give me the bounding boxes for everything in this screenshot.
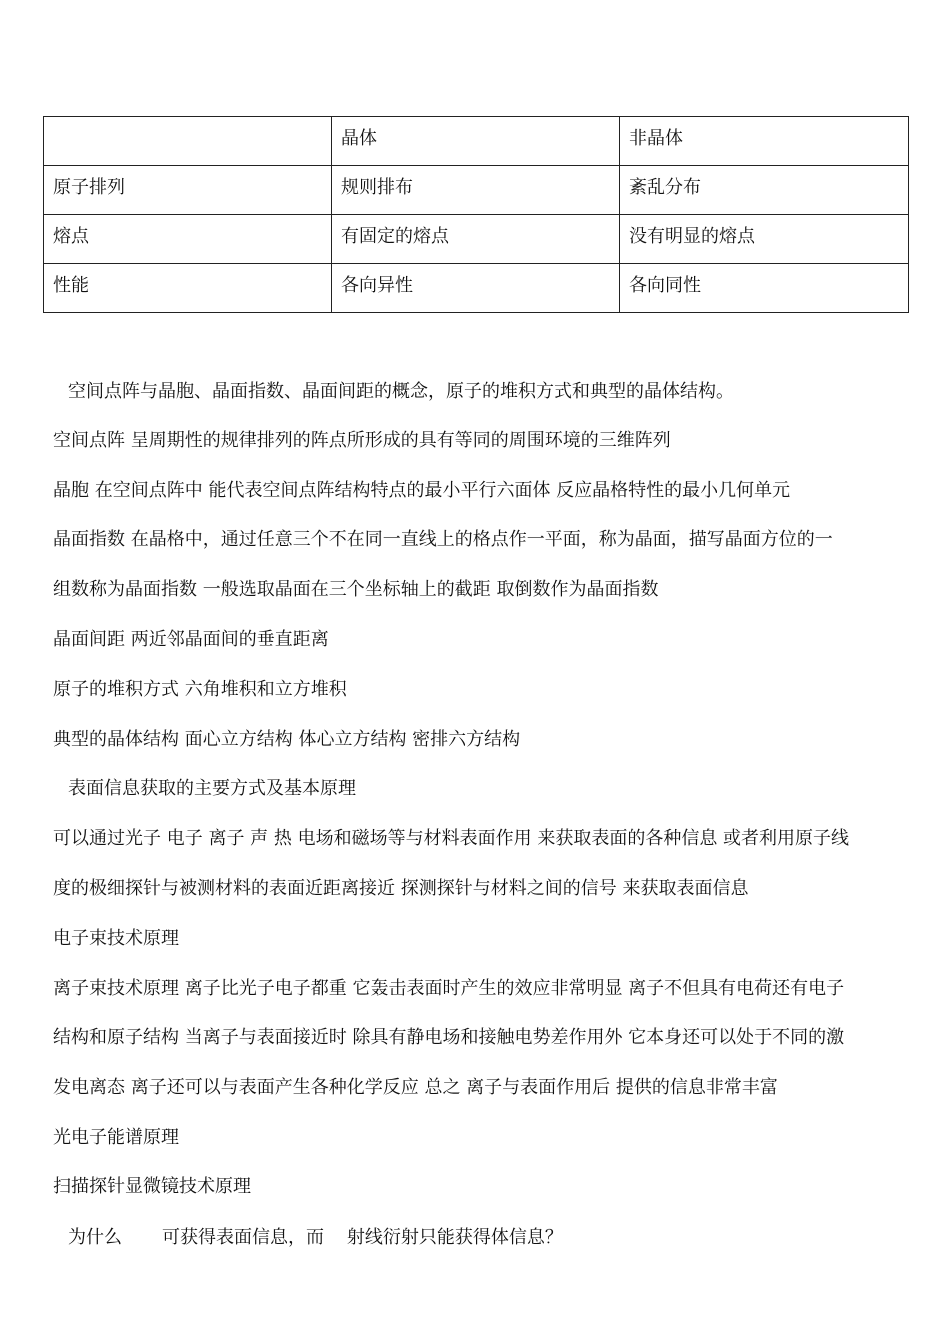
table-header-row — [44, 117, 909, 166]
text-line: 离子束技术原理 离子比光子电子都重 它轰击表面时产生的效应非常明显 离子不但具有电荷还有电子 — [53, 978, 845, 999]
text-line: 典型的晶体结构 面心立方结构 体心立方结构 密排六方结构 — [53, 729, 521, 750]
crystal-comparison-table — [43, 116, 909, 313]
text-line: 可以通过光子 电子 离子 声 热 电场和磁场等与材料表面作用 来获取表面的各种信息 或者利用原子线 — [53, 828, 850, 849]
section-heading: 表面信息获取的主要方式及基本原理 — [68, 778, 356, 799]
text-line: 发电离态 离子还可以与表面产生各种化学反应 总之 离子与表面作用后 提供的信息非常丰富 — [53, 1077, 778, 1098]
table-cell: 规则排布 — [332, 166, 620, 215]
table-cell: 原子排列 — [44, 166, 332, 215]
text-line: 扫描探针显微镜技术原理 — [53, 1176, 251, 1197]
table-cell: 熔点 — [44, 215, 332, 264]
table-cell: 各向同性 — [620, 264, 909, 313]
text-line: 电子束技术原理 — [53, 928, 179, 949]
text-line: 晶面间距 两近邻晶面间的垂直距离 — [53, 629, 329, 650]
section-heading: 空间点阵与晶胞、晶面指数、晶面间距的概念，原子的堆积方式和典型的晶体结构。 — [68, 381, 734, 402]
section-heading: 为什么 可获得表面信息，而 射线衍射只能获得体信息？ — [68, 1227, 563, 1248]
text-line: 结构和原子结构 当离子与表面接近时 除具有静电场和接触电势差作用外 它本身还可以处于不同的激 — [53, 1027, 845, 1048]
table-cell: 有固定的熔点 — [332, 215, 620, 264]
text-line: 晶胞 在空间点阵中 能代表空间点阵结构特点的最小平行六面体 反应晶格特性的最小几何单元 — [53, 480, 791, 501]
table-row — [44, 215, 909, 264]
text-line: 光电子能谱原理 — [53, 1127, 179, 1148]
table-cell: 各向异性 — [332, 264, 620, 313]
table-header-cell — [44, 117, 332, 166]
table-header-cell: 晶体 — [332, 117, 620, 166]
text-line: 晶面指数 在晶格中，通过任意三个不在同一直线上的格点作一平面，称为晶面，描写晶面方位的一 — [53, 529, 833, 550]
text-line: 组数称为晶面指数 一般选取晶面在三个坐标轴上的截距 取倒数作为晶面指数 — [53, 579, 659, 600]
table-cell: 性能 — [44, 264, 332, 313]
table-cell: 没有明显的熔点 — [620, 215, 909, 264]
table-header-cell: 非晶体 — [620, 117, 909, 166]
table-row — [44, 166, 909, 215]
text-line: 空间点阵 呈周期性的规律排列的阵点所形成的具有等同的周围环境的三维阵列 — [53, 430, 671, 451]
text-line: 原子的堆积方式 六角堆积和立方堆积 — [53, 679, 347, 700]
table-row — [44, 264, 909, 313]
table-cell: 紊乱分布 — [620, 166, 909, 215]
text-line: 度的极细探针与被测材料的表面近距离接近 探测探针与材料之间的信号 来获取表面信息 — [53, 878, 749, 899]
